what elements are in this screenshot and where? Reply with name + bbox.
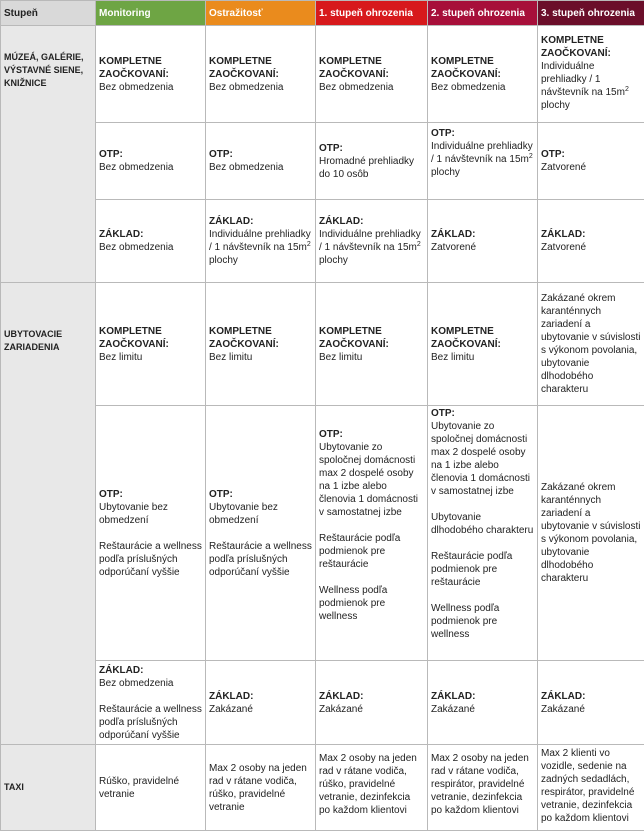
header-monitoring: Monitoring: [96, 1, 206, 26]
label-zaklad: ZÁKLAD:: [209, 215, 312, 228]
cell-value: Bez limitu: [209, 351, 312, 364]
cell-muzea-otp-monitoring: [96, 123, 206, 200]
cell-value: Reštaurácie a wellness podľa príslušných odporúčaní vyššie: [99, 703, 202, 742]
cell-value: Ubytovanie zo spoločnej domácnosti max 2 dospelé osoby na 1 izbe alebo členovia 1 domácnosti v samostatnej izbe: [319, 441, 424, 519]
cell-value: Reštaurácie podľa podmienok pre reštaurácie: [319, 532, 424, 571]
value-tail: plochy: [209, 255, 238, 266]
cell-value: Wellness podľa podmienok pre wellness: [319, 584, 424, 623]
cell-value: Zatvorené: [541, 161, 641, 174]
cell-muzea-kompletne-stupen3: [538, 26, 644, 123]
label-otp: OTP:: [99, 148, 202, 161]
cell-value: Bez limitu: [319, 351, 424, 364]
category-taxi: TAXI: [1, 745, 96, 831]
label-kompletne: KOMPLETNE: [431, 325, 534, 338]
label-zaockovani: ZAOČKOVANÍ:: [319, 338, 424, 351]
cell-value: Bez limitu: [99, 351, 202, 364]
cell-taxi-ostrazitost: Max 2 osoby na jeden rad v rátane vodiča, rúško, pravidelné vetranie: [206, 745, 316, 831]
cell-muzea-otp-stupen3: [538, 123, 644, 200]
label-kompletne: KOMPLETNE: [99, 55, 202, 68]
cell-value: Bez obmedzenia: [431, 81, 534, 94]
label-otp: OTP:: [431, 127, 534, 140]
cell-value: Ubytovanie zo spoločnej domácnosti max 2 dospelé osoby na 1 izbe alebo členovia 1 domácnosti v samostatnej izbe: [431, 420, 534, 498]
cell-ubytovacie-zaklad-stupen2: [428, 661, 538, 745]
label-kompletne: KOMPLETNE: [319, 55, 424, 68]
header-row: [1, 1, 644, 26]
label-kompletne: KOMPLETNE: [209, 325, 312, 338]
label-zaklad: ZÁKLAD:: [319, 215, 424, 228]
cell-taxi-stupen3: Max 2 klienti vo vozidle, sedenie na zadných sedadlách, respirátor, pravidelné vetranie, dezinfekcia po každom klientovi: [538, 745, 644, 831]
cell-value: Bez obmedzenia: [99, 161, 202, 174]
cell-muzea-otp-ostrazitost: [206, 123, 316, 200]
cell-ubytovacie-kompletne-monitoring: [96, 283, 206, 406]
header-stupen-1: 1. stupeň ohrozenia: [316, 1, 428, 26]
cell-value: Zatvorené: [541, 241, 641, 254]
label-otp: OTP:: [209, 148, 312, 161]
label-kompletne: KOMPLETNE: [99, 325, 202, 338]
value-text: Individuálne prehliadky / 1 návštevník na 15m: [431, 141, 533, 165]
header-stupen-2: 2. stupeň ohrozenia: [428, 1, 538, 26]
cell-ubytovacie-otp-stupen1: [316, 406, 428, 661]
cell-ubytovacie-kompletne-stupen3: Zakázané okrem karanténnych zariadení a ubytovanie v súvislosti s výkonom povolania, ubytovanie dlhodobého charakteru: [538, 283, 644, 406]
cell-value: Bez obmedzenia: [99, 81, 202, 94]
category-muzea: MÚZEÁ, GALÉRIE, VÝSTAVNÉ SIENE, KNIŽNICE: [1, 26, 96, 283]
cell-value: Zakázané: [209, 703, 312, 716]
cell-ubytovacie-zaklad-ostrazitost: [206, 661, 316, 745]
label-zaockovani: ZAOČKOVANÍ:: [541, 47, 641, 60]
label-otp: OTP:: [319, 428, 424, 441]
label-otp: OTP:: [209, 488, 312, 501]
cell-value: Hromadné prehliadky do 10 osôb: [319, 155, 424, 181]
label-zaklad: ZÁKLAD:: [209, 690, 312, 703]
cell-taxi-stupen1: Max 2 osoby na jeden rad v rátane vodiča, rúško, pravidelné vetranie, dezinfekcia po každom klientovi: [316, 745, 428, 831]
cell-value: Zatvorené: [431, 241, 534, 254]
value-text: Individuálne prehliadky / 1 návštevník na 15m: [319, 229, 421, 253]
label-kompletne: KOMPLETNE: [541, 34, 641, 47]
label-zaklad: ZÁKLAD:: [431, 228, 534, 241]
label-zaklad: ZÁKLAD:: [99, 664, 202, 677]
cell-muzea-otp-stupen2: [428, 123, 538, 200]
label-zaockovani: ZAOČKOVANÍ:: [99, 338, 202, 351]
value-text: Individuálne prehliadky / 1 návštevník na 15m: [209, 229, 311, 253]
table-row-ubytovacie-kompletne: [1, 283, 644, 406]
cell-muzea-zaklad-stupen1: [316, 200, 428, 283]
value-tail: plochy: [541, 100, 570, 111]
label-otp: OTP:: [431, 407, 534, 420]
cell-taxi-monitoring: Rúško, pravidelné vetranie: [96, 745, 206, 831]
superscript: 2: [529, 153, 533, 160]
cell-muzea-zaklad-monitoring: [96, 200, 206, 283]
label-zaklad: ZÁKLAD:: [541, 228, 641, 241]
cell-taxi-stupen2: Max 2 osoby na jeden rad v rátane vodiča, respirátor, pravidelné vetranie, dezinfekcia po každom klientovi: [428, 745, 538, 831]
cell-ubytovacie-kompletne-stupen1: [316, 283, 428, 406]
cell-value: Reštaurácie a wellness podľa príslušných odporúčaní vyššie: [209, 540, 312, 579]
cell-value: Bez obmedzenia: [319, 81, 424, 94]
cell-value: Ubytovanie bez obmedzení: [99, 501, 202, 527]
superscript: 2: [417, 241, 421, 248]
cell-ubytovacie-otp-stupen3: Zakázané okrem karanténnych zariadení a ubytovanie v súvislosti s výkonom povolania, ubytovanie dlhodobého charakteru: [538, 406, 644, 661]
cell-value: [431, 140, 534, 179]
cell-value: Zakázané: [431, 703, 534, 716]
cell-value: Ubytovanie dlhodobého charakteru: [431, 511, 534, 537]
table-row-muzea-otp: [1, 123, 644, 200]
label-zaockovani: ZAOČKOVANÍ:: [319, 68, 424, 81]
cell-ubytovacie-otp-monitoring: [96, 406, 206, 661]
cell-value: [319, 228, 424, 267]
superscript: 2: [307, 241, 311, 248]
cell-muzea-kompletne-stupen1: [316, 26, 428, 123]
cell-ubytovacie-zaklad-monitoring: [96, 661, 206, 745]
label-otp: OTP:: [99, 488, 202, 501]
cell-ubytovacie-otp-ostrazitost: [206, 406, 316, 661]
label-zaockovani: ZAOČKOVANÍ:: [209, 68, 312, 81]
label-zaockovani: ZAOČKOVANÍ:: [209, 338, 312, 351]
value-tail: plochy: [319, 255, 348, 266]
cell-muzea-zaklad-stupen3: [538, 200, 644, 283]
header-stupen: Stupeň: [1, 1, 96, 26]
cell-ubytovacie-kompletne-ostrazitost: [206, 283, 316, 406]
label-zaockovani: ZAOČKOVANÍ:: [431, 68, 534, 81]
table-row-ubytovacie-otp: [1, 406, 644, 661]
label-zaklad: ZÁKLAD:: [431, 690, 534, 703]
cell-muzea-kompletne-monitoring: [96, 26, 206, 123]
cell-value: Reštaurácie a wellness podľa príslušných odporúčaní vyššie: [99, 540, 202, 579]
value-text: Individuálne prehliadky / 1 návštevník na 15m: [541, 61, 625, 98]
cell-value: Bez obmedzenia: [209, 81, 312, 94]
cell-value: Zakázané: [541, 703, 641, 716]
label-otp: OTP:: [319, 142, 424, 155]
label-zaklad: ZÁKLAD:: [319, 690, 424, 703]
cell-value: Reštaurácie podľa podmienok pre reštaurácie: [431, 550, 534, 589]
cell-muzea-otp-stupen1: [316, 123, 428, 200]
header-ostrazitost: Ostražitosť: [206, 1, 316, 26]
cell-ubytovacie-otp-stupen2: [428, 406, 538, 661]
label-kompletne: KOMPLETNE: [431, 55, 534, 68]
table-row-ubytovacie-zaklad: [1, 661, 644, 745]
cell-value: Bez obmedzenia: [99, 677, 202, 690]
value-tail: plochy: [431, 167, 460, 178]
label-zaockovani: ZAOČKOVANÍ:: [431, 338, 534, 351]
label-zaklad: ZÁKLAD:: [541, 690, 641, 703]
cell-ubytovacie-zaklad-stupen1: [316, 661, 428, 745]
header-stupen-3: 3. stupeň ohrozenia: [538, 1, 644, 26]
cell-value: Bez obmedzenia: [209, 161, 312, 174]
category-ubytovacie: UBYTOVACIE ZARIADENIA: [1, 283, 96, 745]
superscript: 2: [625, 86, 629, 93]
cell-value: [209, 228, 312, 267]
cell-muzea-kompletne-ostrazitost: [206, 26, 316, 123]
cell-value: Wellness podľa podmienok pre wellness: [431, 602, 534, 641]
label-kompletne: KOMPLETNE: [319, 325, 424, 338]
cell-ubytovacie-zaklad-stupen3: [538, 661, 644, 745]
cell-muzea-kompletne-stupen2: [428, 26, 538, 123]
cell-value: Bez limitu: [431, 351, 534, 364]
label-kompletne: KOMPLETNE: [209, 55, 312, 68]
table-row-taxi: [1, 745, 644, 831]
label-otp: OTP:: [541, 148, 641, 161]
table-row-muzea-zaklad: [1, 200, 644, 283]
cell-value: Zakázané: [319, 703, 424, 716]
label-zaklad: ZÁKLAD:: [99, 228, 202, 241]
cell-value: [541, 60, 641, 112]
cell-value: Bez obmedzenia: [99, 241, 202, 254]
cell-muzea-zaklad-stupen2: [428, 200, 538, 283]
table-row-muzea-kompletne: [1, 26, 644, 123]
cell-value: Ubytovanie bez obmedzení: [209, 501, 312, 527]
label-zaockovani: ZAOČKOVANÍ:: [99, 68, 202, 81]
cell-muzea-zaklad-ostrazitost: [206, 200, 316, 283]
cell-ubytovacie-kompletne-stupen2: [428, 283, 538, 406]
